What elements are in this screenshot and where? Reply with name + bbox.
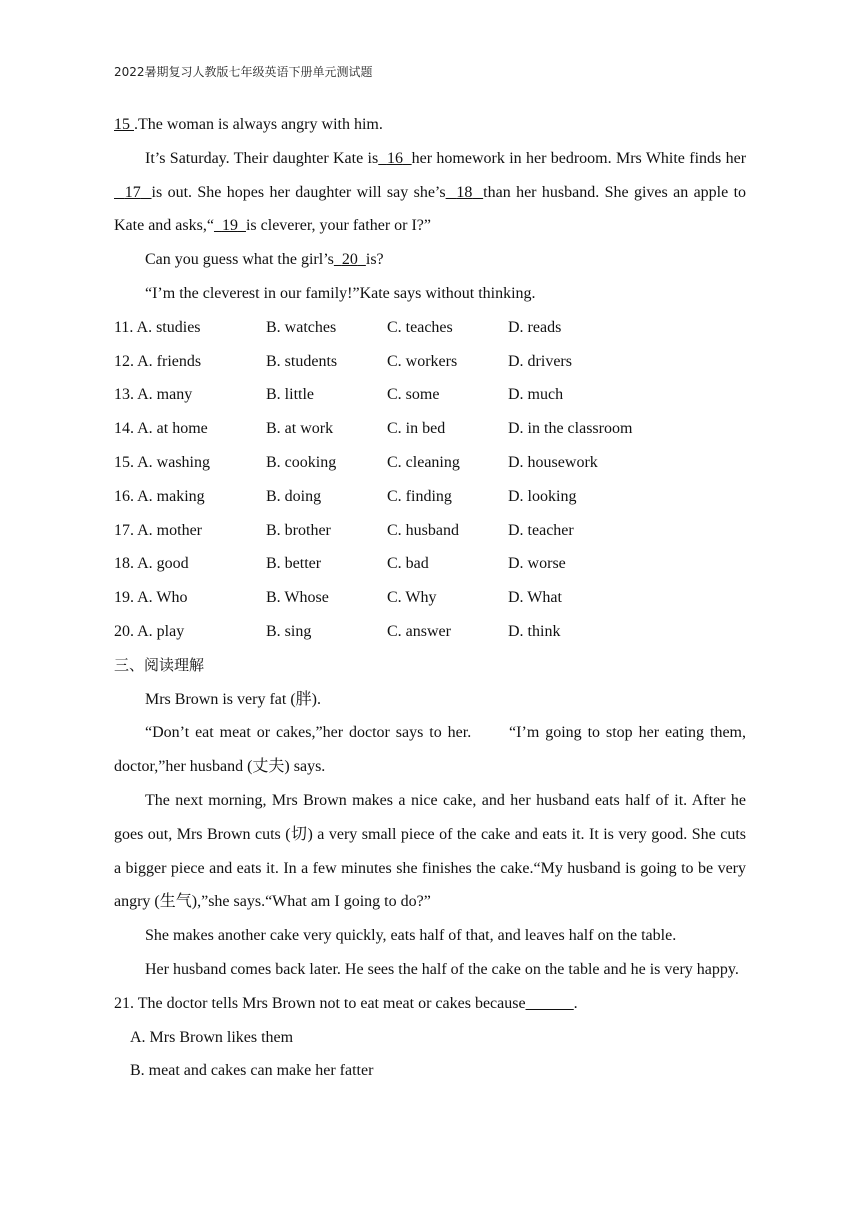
question-row xyxy=(114,480,746,514)
option-a: 11. A. studies xyxy=(114,318,201,336)
option-a: 17. A. mother xyxy=(114,521,202,539)
cloze-line-15 xyxy=(114,108,746,142)
option-a: 14. A. at home xyxy=(114,420,208,438)
option-d: D. housework xyxy=(508,453,598,471)
option-d: D. in the classroom xyxy=(508,420,633,438)
option-d: D. reads xyxy=(508,318,562,336)
option-d: D. looking xyxy=(508,487,577,505)
option-a: 13. A. many xyxy=(114,386,193,404)
option-a: 18. A. good xyxy=(114,555,189,573)
option-c: C. answer xyxy=(387,622,451,640)
question-row xyxy=(114,514,746,548)
cloze-paragraph-3 xyxy=(114,243,746,277)
text-segment: Can you guess what the girl’s xyxy=(145,251,334,269)
option-b: B. Whose xyxy=(266,589,329,607)
blank-18 xyxy=(446,184,484,201)
option-a: 19. A. Who xyxy=(114,589,188,607)
option-c: C. in bed xyxy=(387,420,446,438)
question-row xyxy=(114,378,746,412)
question-options-list xyxy=(114,311,746,649)
option-c: C. bad xyxy=(387,555,429,573)
option-b: B. students xyxy=(266,352,338,370)
option-b: B. little xyxy=(266,386,314,404)
cloze-paragraph-2 xyxy=(114,142,746,243)
option-d: D. teacher xyxy=(508,521,574,539)
option-c: C. finding xyxy=(387,487,452,505)
question-row xyxy=(114,581,746,615)
question-21-option-a: A. Mrs Brown likes them xyxy=(130,1028,294,1046)
option-a: 16. A. making xyxy=(114,487,205,505)
question-row xyxy=(114,547,746,581)
reading-paragraph-1: Mrs Brown is very fat (胖). xyxy=(145,690,321,708)
text-segment: It’s Saturday. Their daughter Kate is xyxy=(145,149,379,167)
question-stem-text: 21. The doctor tells Mrs Brown not to eat meat or cakes because xyxy=(114,994,526,1012)
question-row xyxy=(114,311,746,345)
blank-19 xyxy=(214,217,246,234)
option-d: D. What xyxy=(508,589,562,607)
text-segment: .The woman is always angry with him. xyxy=(134,116,383,133)
question-21-option-b: B. meat and cakes can make her fatter xyxy=(130,1062,374,1080)
blank-number: 18 xyxy=(456,183,473,201)
blank-number: 16 xyxy=(386,149,403,167)
option-c: C. workers xyxy=(387,352,458,370)
text-segment: is out. She hopes her daughter will say she’s xyxy=(151,183,446,201)
answer-blank: ______ xyxy=(525,994,574,1012)
text-segment: than her husband. She gives an apple to Kate and asks,“ xyxy=(114,183,747,235)
cloze-paragraph-4: “I’m the cleverest in our family!”Kate says without thinking. xyxy=(145,284,536,302)
section-title-reading: 三、阅读理解 xyxy=(114,655,205,674)
option-a: 15. A. washing xyxy=(114,453,210,471)
option-c: C. Why xyxy=(387,589,437,607)
option-a: 12. A. friends xyxy=(114,352,202,370)
option-b: B. doing xyxy=(266,487,322,505)
blank-15: 15 xyxy=(114,116,134,133)
reading-paragraph-3: The next morning, Mrs Brown makes a nice cake, and her husband eats half of it. After he goes out, Mrs Brown cuts (切) a very small piece of the cake and eats it. It is very good. She cuts a bigger piece and eats it. In a few minutes she finishes the cake.“My husband is going to be very angry (生气),”she says.“What am I going to do?” xyxy=(114,791,746,911)
option-b: B. better xyxy=(266,555,322,573)
blank-number: 20 xyxy=(341,251,358,269)
option-b: B. watches xyxy=(266,318,337,336)
blank-16 xyxy=(378,150,411,167)
blank-number: 17 xyxy=(124,183,141,201)
option-d: D. think xyxy=(508,622,561,640)
option-b: B. cooking xyxy=(266,453,337,471)
reading-paragraph-2: “Don’t eat meat or cakes,”her doctor says to her. “I’m going to stop her eating them, doctor,”her husband (丈夫) says. xyxy=(114,724,746,776)
blank-20 xyxy=(334,251,366,268)
blank-17 xyxy=(114,184,152,201)
option-a: 20. A. play xyxy=(114,622,185,640)
page-header: 2022暑期复习人教版七年级英语下册单元测试题 xyxy=(114,65,373,79)
reading-paragraph-5: Her husband comes back later. He sees the half of the cake on the table and he is very happy. xyxy=(145,960,739,978)
text-segment: her homework in her bedroom. Mrs White finds her xyxy=(411,149,747,167)
question-row xyxy=(114,412,746,446)
option-d: D. drivers xyxy=(508,352,572,370)
document-body xyxy=(114,108,746,1088)
question-21-stem xyxy=(114,987,746,1021)
question-stem-end: . xyxy=(573,994,578,1012)
option-b: B. at work xyxy=(266,420,334,438)
option-b: B. brother xyxy=(266,521,331,539)
blank-number: 19 xyxy=(221,217,238,235)
option-c: C. husband xyxy=(387,521,459,539)
text-segment: is? xyxy=(365,251,384,269)
option-c: C. teaches xyxy=(387,318,453,336)
option-d: D. worse xyxy=(508,555,566,573)
text-segment: is cleverer, your father or I?” xyxy=(245,217,431,235)
question-row xyxy=(114,446,746,480)
question-row xyxy=(114,615,746,649)
question-row xyxy=(114,345,746,379)
option-c: C. some xyxy=(387,386,440,404)
option-d: D. much xyxy=(508,386,564,404)
reading-paragraph-4: She makes another cake very quickly, eats half of that, and leaves half on the table. xyxy=(145,927,677,945)
option-c: C. cleaning xyxy=(387,453,460,471)
option-b: B. sing xyxy=(266,622,312,640)
